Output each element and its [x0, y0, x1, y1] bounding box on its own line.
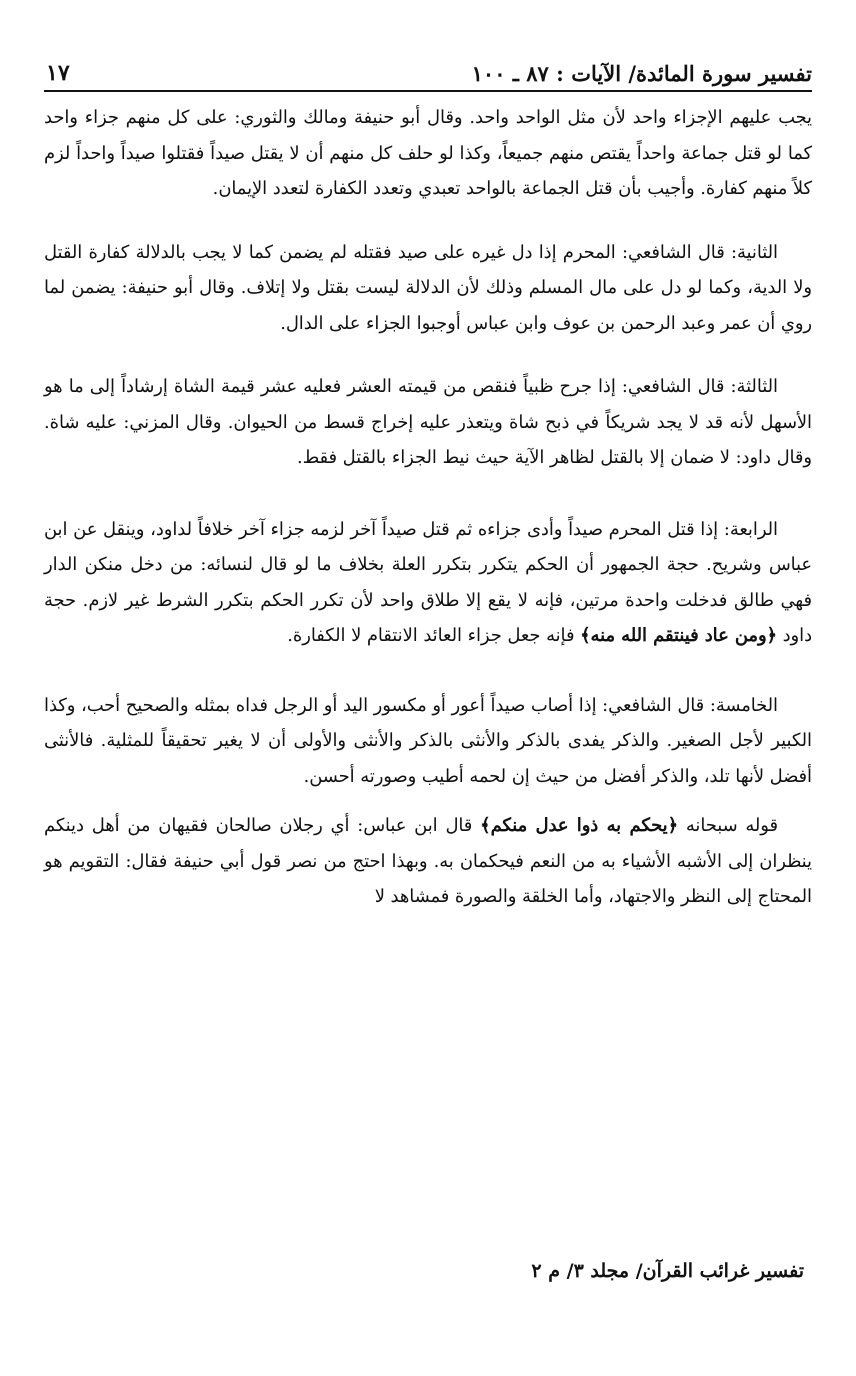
- paragraph-4-text-end: فإنه جعل جزاء العائد الانتقام لا الكفارة.: [287, 625, 575, 646]
- paragraph-2-text: الثانية: قال الشافعي: المحرم إذا دل غيره على صيد فقتله لم يضمن كما لا يجب بالدلالة كفارة القتل ولا الدية، وكما لو دل على مال المسلم وذلك لأن الدلالة ليست بقتل ولا إتلاف. وقال أبو حنيفة: يضمن لما روي أن عمر وعبد الرحمن بن عوف وابن عباس أوجبوا الجزاء على الدال.: [44, 241, 812, 334]
- paragraph-3: [44, 369, 812, 476]
- page-footer: تفسير غرائب القرآن/ مجلد ٣/ م ٢: [531, 1260, 804, 1282]
- quran-quote: ﴿يحكم به ذوا عدل منكم﴾: [480, 815, 678, 836]
- paragraph-6-text: قوله سبحانه: [685, 815, 778, 836]
- paragraph-6: [44, 808, 812, 915]
- page-header: [44, 56, 812, 92]
- paragraph-4-text: الرابعة: إذا قتل المحرم صيداً وأدى جزاءه ثم قتل صيداً آخر لزمه جزاء آخر خلافاً لداود، وينقل عن ابن عباس وشريح. حجة الجمهور أن الحكم يتكرر بتكرر العلة بخلاف ما لو قال لنسائه: من دخل منكن الدار فهي طالق فدخلت واحدة مرتين، فإنه لا يقع إلا طلاق واحد لأن تكرر الحكم بتكرر الشرط غير لازم. حجة داود: [44, 518, 812, 646]
- quran-quote: ﴿ومن عاد فينتقم الله منه﴾: [580, 625, 777, 646]
- paragraph-2: [44, 235, 812, 342]
- running-title: تفسير سورة المائدة/ الآيات : ٨٧ ـ ١٠٠: [471, 61, 812, 86]
- page-body: [44, 100, 812, 915]
- document-page: [44, 56, 812, 1356]
- paragraph-5: [44, 688, 812, 795]
- paragraph-5-text: الخامسة: قال الشافعي: إذا أصاب صيداً أعور أو مكسور اليد أو الرجل فداه بمثله والصحيح أحب، وكذا الكبير لأجل الصغير. والذكر يفدى بالذكر والأنثى بالذكر والأنثى والأولى أن لا يغير تحقيقاً للمثلية. فالأنثى أفضل لأنها تلد، والذكر أفضل من حيث إن لحمه أطيب وصورته أحسن.: [44, 694, 812, 787]
- page-number: ١٧: [46, 60, 70, 86]
- paragraph-1-text: يجب عليهم الإجزاء واحد لأن مثل الواحد واحد. وقال أبو حنيفة ومالك والثوري: على كل منهم جزاء واحد كما لو قتل جماعة واحداً يقتص منهم جميعاً، وكذا لو حلف كل منهم أن لا يقتل صيداً فقتلوا صيداً واحداً لزم كلاً منهم كفارة. وأجيب بأن قتل الجماعة بالواحد تعبدي وتعدد الكفارة لتعدد الإيمان.: [44, 107, 812, 199]
- paragraph-4: [44, 512, 812, 654]
- paragraph-6-text-end: قال ابن عباس: أي رجلان صالحان فقيهان من أهل دينكم ينظران إلى الأشبه الأشياء به من النعم فيحكمان به. وبهذا احتج من نصر قول أبي حنيفة فقال: التقويم هو المحتاج إلى النظر والاجتهاد، وأما الخلقة والصورة فمشاهد لا: [44, 815, 812, 907]
- paragraph-3-text: الثالثة: قال الشافعي: إذا جرح ظبياً فنقص من قيمته العشر فعليه عشر قيمة الشاة إرشاداً إلى ما هو الأسهل لأنه قد لا يجد شريكاً في ذبح شاة ويتعذر عليه إخراج قسط من الحيوان. وقال المزني: عليه شاة. وقال داود: لا ضمان إلا بالقتل لظاهر الآية حيث نيط الجزاء بالقتل فقط.: [44, 376, 812, 468]
- paragraph-1: [44, 100, 812, 207]
